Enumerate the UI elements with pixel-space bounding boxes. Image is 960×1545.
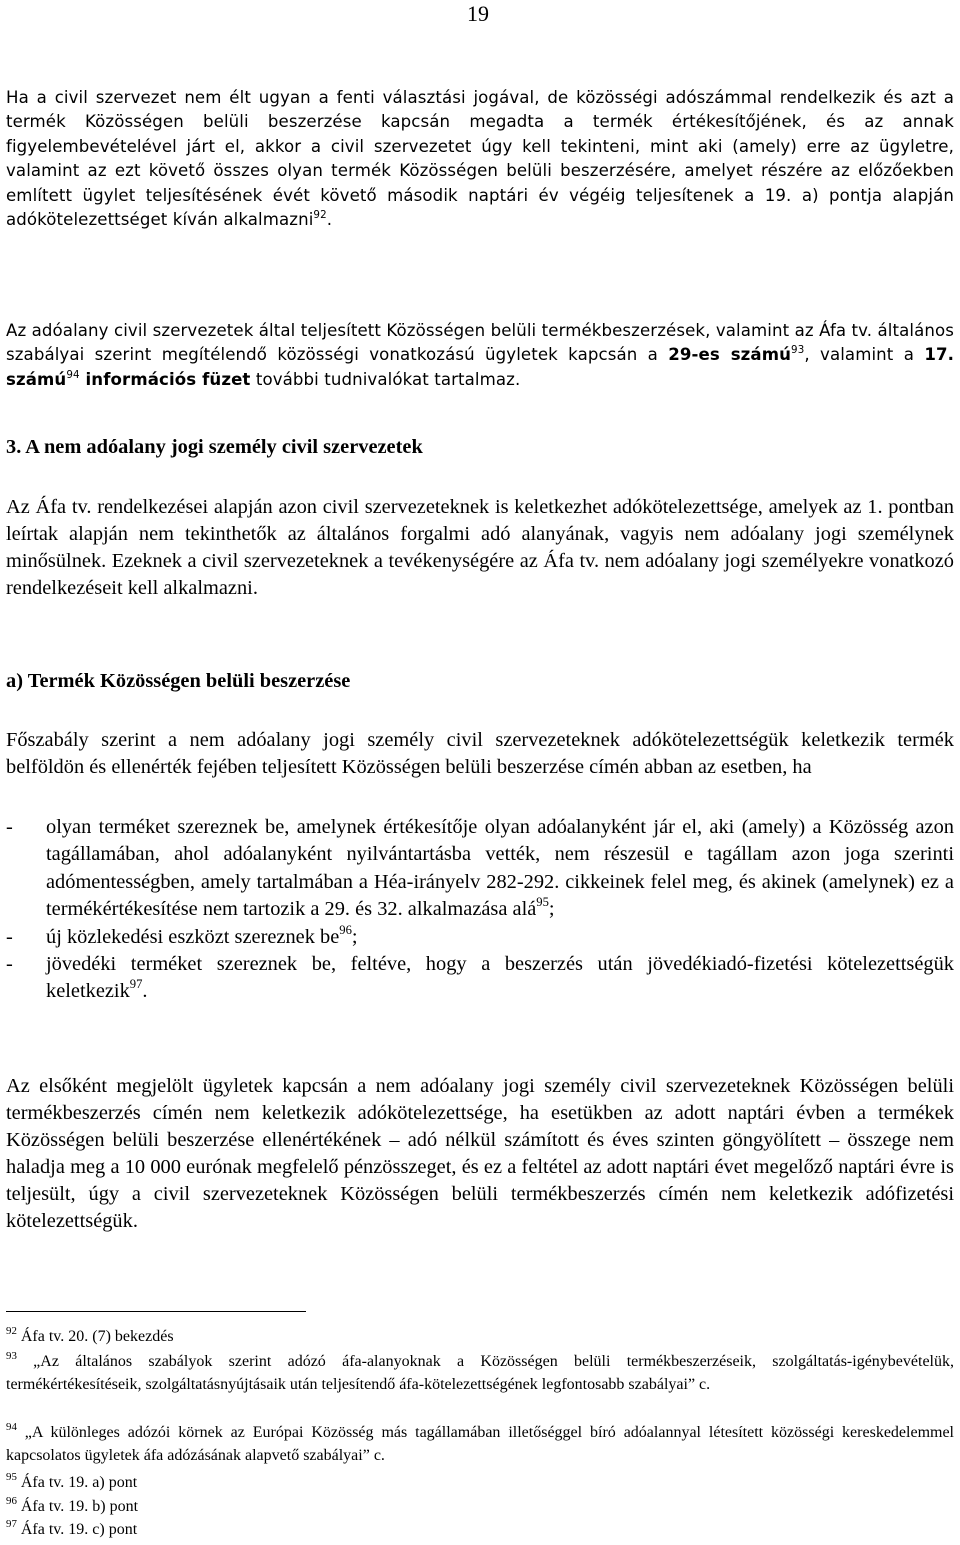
footnote-93: [6, 1350, 954, 1396]
footnote-text: Áfa tv. 19. b) pont: [16, 1498, 139, 1515]
subsection-heading-a: a) Termék Közösségen belüli beszerzése: [6, 670, 351, 692]
page-number: 19: [467, 1, 489, 26]
footnote-97: [6, 1518, 954, 1541]
list-item: [6, 814, 954, 924]
footnote-ref-96[interactable]: 96: [339, 922, 352, 937]
footnote-96: [6, 1495, 954, 1518]
booklet-info-label: információs füzet: [79, 369, 251, 389]
paragraph-adoalany-end: további tudnivalókat tartalmaz.: [250, 369, 521, 389]
list-dash: -: [6, 953, 13, 976]
condition-list: [6, 814, 954, 1006]
footnote-text: Áfa tv. 20. (7) bekezdés: [16, 1328, 174, 1345]
booklet-29-label: 29-es számú: [668, 345, 792, 365]
footnote-text: „A különleges adózói körnek az Európai Közösség más tagállamában illetőséggel bíró adóalannyal létesített közösségi kereskedelemmel kapcsolatos ügyletek áfa adózásának alapvető szabályai” c.: [6, 1424, 954, 1465]
list-dash: -: [6, 816, 13, 838]
footnote-number: 96: [6, 1494, 17, 1507]
paragraph-elsokent: Az elsőként megjelölt ügyletek kapcsán a nem adóalany jogi személy civil szervezeteknek Közösségen belüli termékbeszerzés címén nem keletkezik adókötelezettsége, ha esetükben az adott naptári évben a termékek Közösségen belüli beszerzése ellenértékének – adó nélkül számított és éves szinten göngyölített – összege nem haladja meg a 10 000 eurónak megfelelő pénzösszeget, és ez a feltétel az adott naptári évet megelőző naptári évre is teljesült, úgy a civil szervezeteknek Közösségen belüli termékbeszerzés címén nem keletkezik adófizetési kötelezettségük.: [6, 1075, 954, 1232]
list-item-end: .: [142, 980, 148, 1003]
footnote-text: Áfa tv. 19. a) pont: [16, 1474, 138, 1491]
paragraph-adoalany-text: Az adóalany civil szervezetek által teljesített Közösségen belüli termékbeszerzések, valamint az Áfa tv. általános szabályai szerint megítélendő közösségi vonatkozású ügyletek kapcsán a: [6, 321, 954, 365]
footnote-94: [6, 1421, 954, 1467]
footnote-text: Áfa tv. 19. c) pont: [16, 1521, 138, 1538]
paragraph-nem-adoalany: Az Áfa tv. rendelkezései alapján azon civil szervezeteknek is keletkezhet adókötelezettsége, amelyek az 1. pontban leírtak alapján nem tekinthetők az általános forgalmi adó alanyának, vagyis nem adóalany jogi személynek minősülnek. Ezeknek a civil szervezeteknek a tevékenységére az Áfa tv. nem adóalany jogi személyekre vonatkozó rendelkezéseit kell alkalmazni.: [6, 496, 954, 599]
paragraph-intro-text: Ha a civil szervezet nem élt ugyan a fenti választási jogával, de közösségi adószámmal rendelkezik és azt a termék Közösségen belüli beszerzése kapcsán megadta a termék értékesítőjének, és az annak figyelembevételével járt el, akkor a civil szervezetet úgy kell tekinteni, mint aki (amely) erre az ügyletre, valamint az ezt követő összes olyan termék Közösségen belüli beszerzésére, amelyet részére az előzőekben említett ügylet teljesítésének évét követő második naptári év végéig teljesítenek a 19. a) pontja alapján adókötelezettséget kíván alkalmazni: [6, 88, 954, 230]
section-heading-3: 3. A nem adóalany jogi személy civil szervezetek: [6, 436, 423, 458]
footnote-ref-94[interactable]: 94: [66, 368, 80, 381]
footnote-95: [6, 1471, 954, 1494]
list-item-text: olyan terméket szereznek be, amelynek értékesítője olyan adóalanyként jár el, aki (amely) a Közösség azon tagállamában, ahol adóalanyként nyilvántartásba vették, nem részesül e tagállam azon joga szerinti adómentességben, amely tartalmában a Héa-irányelv 282-292. cikkeinek felel meg, és akinek (amelynek) ez a termékértékesítése nem tartozik a 29. és 32. alkalmazása alá: [46, 816, 954, 921]
footnote-text: „Az általános szabályok szerint adózó áfa-alanyoknak a Közösségen belüli termékbeszerzéseik, szolgáltatás-igénybevételük, termékértékesítéseik, szolgáltatásnyújtásaik után teljesítendő áfa-kötelezettségének legfontosabb szabályai” c.: [6, 1353, 954, 1394]
footnote-number: 93: [6, 1349, 17, 1362]
footnote-number: 95: [6, 1470, 17, 1483]
footnote-number: 97: [6, 1517, 17, 1530]
paragraph-adoalany: [6, 319, 954, 392]
list-item: [6, 924, 954, 951]
footnote-ref-93[interactable]: 93: [791, 344, 805, 357]
paragraph-foszabaly: Főszabály szerint a nem adóalany jogi személy civil szervezeteknek adókötelezettségük keletkezik termék belföldön és ellenérték fejében teljesített Közösségen belüli beszerzése címén abban az esetben, ha: [6, 729, 954, 778]
list-dash: -: [6, 925, 13, 948]
list-item-text: jövedéki terméket szereznek be, feltéve, hogy a beszerzés után jövedékiadó-fizetési kötelezettségük keletkezik: [46, 953, 954, 1003]
footnote-ref-92[interactable]: 92: [313, 208, 327, 221]
list-item: [6, 951, 954, 1006]
paragraph-intro: [6, 86, 954, 232]
footnote-ref-95[interactable]: 95: [536, 895, 549, 910]
list-item-end: ;: [548, 898, 555, 921]
booklet-17-label: 17. számú: [6, 345, 955, 389]
list-item-end: ;: [351, 925, 358, 948]
footnote-92: [6, 1325, 954, 1348]
paragraph-adoalany-mid: , valamint a: [804, 345, 925, 365]
footnote-ref-97[interactable]: 97: [129, 977, 143, 992]
list-item-text: új közlekedési eszközt szereznek be: [46, 925, 340, 948]
paragraph-intro-end: .: [326, 210, 333, 230]
footnote-number: 92: [6, 1324, 17, 1337]
footnote-separator: [6, 1311, 306, 1312]
footnote-number: 94: [6, 1420, 17, 1433]
